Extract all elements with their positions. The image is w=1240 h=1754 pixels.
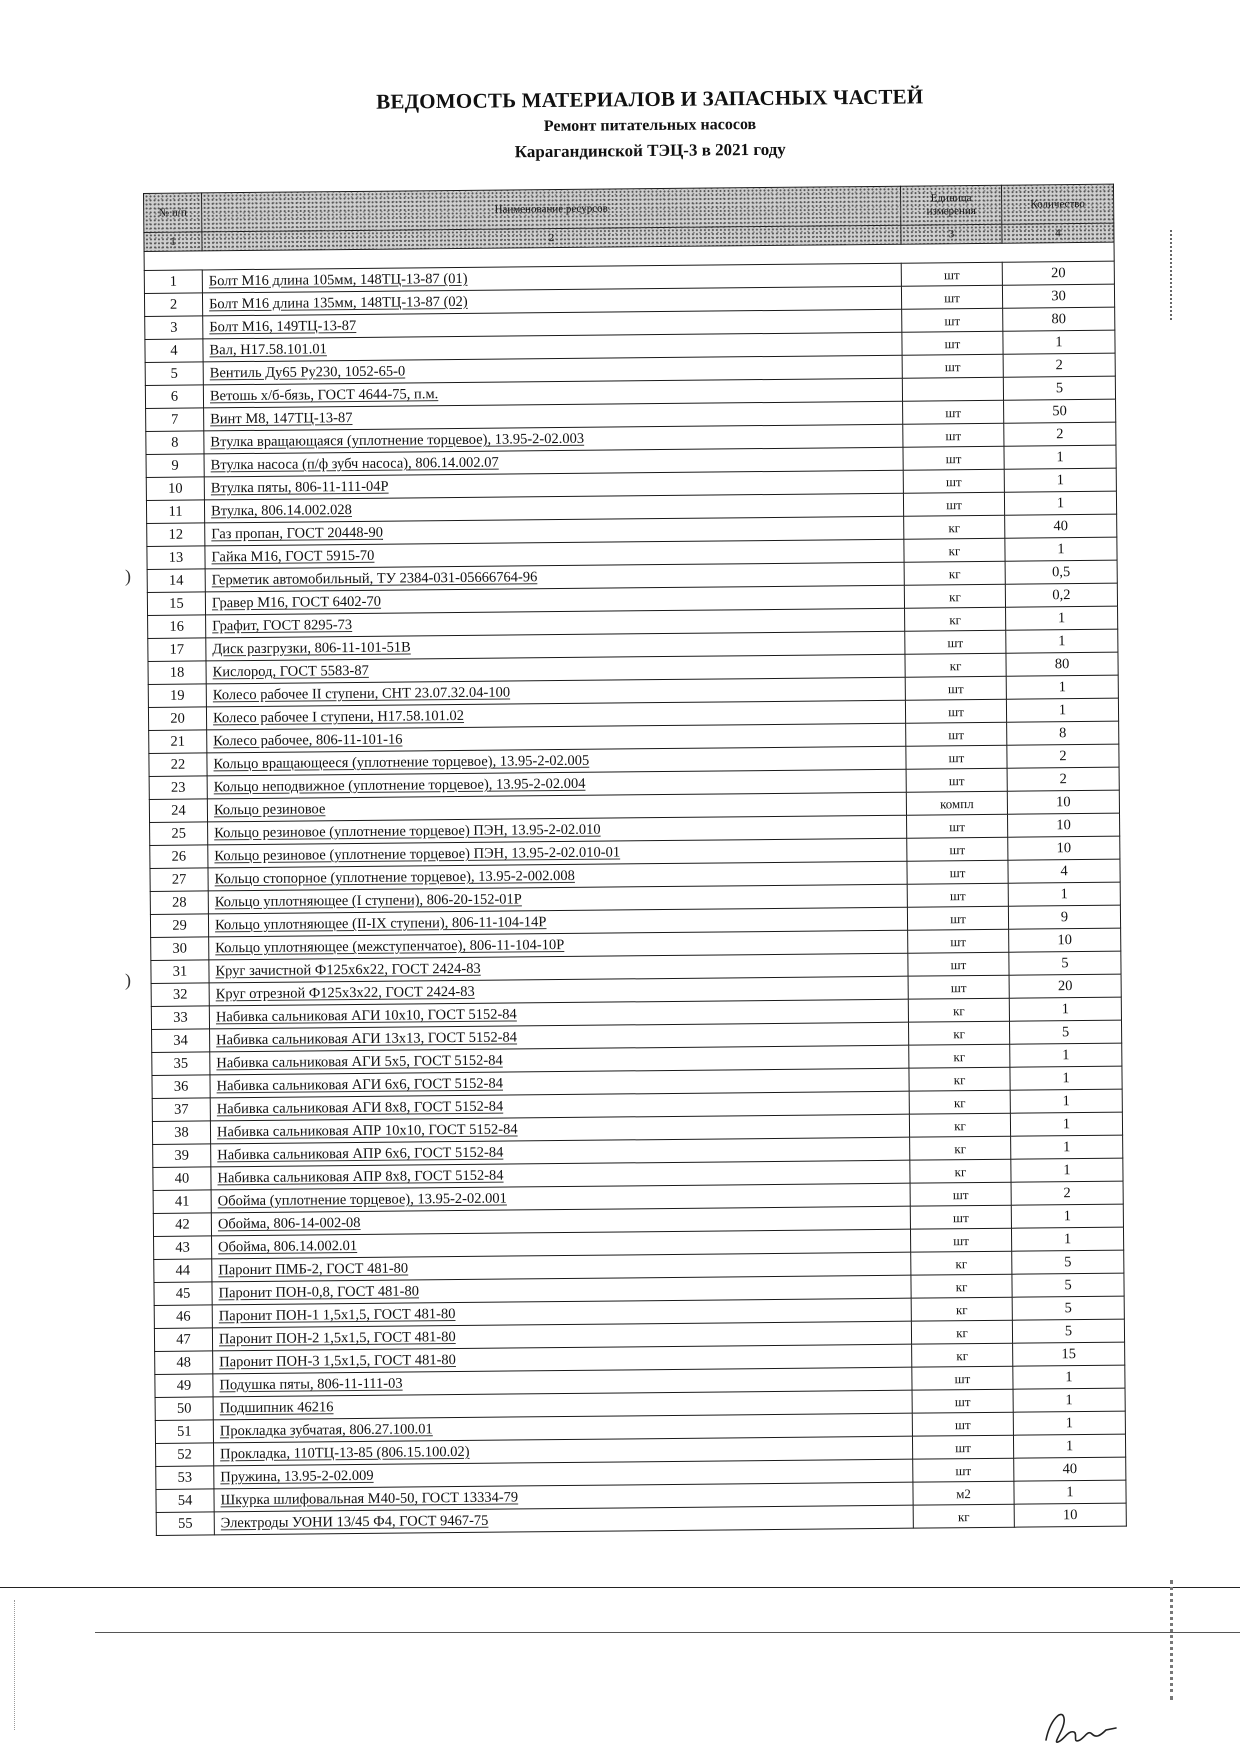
row-number: 54 — [156, 1489, 214, 1513]
row-unit: шт — [907, 837, 1008, 861]
row-number: 44 — [154, 1259, 212, 1283]
table-body — [144, 242, 1126, 1535]
margin-mark: ) — [125, 566, 131, 586]
row-name: Герметик автомобильный, ТУ 2384-031-05666764-96 — [205, 562, 904, 592]
row-quantity: 40 — [1005, 514, 1117, 538]
row-quantity: 9 — [1008, 905, 1120, 929]
row-quantity: 80 — [1003, 307, 1115, 331]
row-unit: шт — [905, 676, 1006, 700]
row-name: Газ пропан, ГОСТ 20448-90 — [205, 516, 904, 546]
row-name: Обойма (уплотнение торцевое), 13.95-2-02.001 — [211, 1183, 910, 1213]
row-number: 2 — [144, 293, 202, 317]
row-unit: шт — [903, 400, 1004, 424]
row-unit: шт — [905, 699, 1006, 723]
row-number: 55 — [156, 1512, 214, 1536]
row-name: Вал, Н17.58.101.01 — [203, 332, 902, 362]
row-number: 18 — [148, 661, 206, 685]
row-number: 23 — [149, 776, 207, 800]
row-number: 31 — [151, 960, 209, 984]
row-name: Вентиль Ду65 Ру230, 1052-65-0 — [203, 355, 902, 385]
row-number: 5 — [145, 362, 203, 386]
document-subtitle: Ремонт питательных насосов — [543, 115, 757, 136]
row-quantity: 10 — [1014, 1503, 1126, 1527]
row-quantity: 1 — [1011, 1204, 1123, 1228]
margin-mark: ) — [125, 970, 131, 990]
row-unit: кг — [909, 1067, 1010, 1091]
row-quantity: 1 — [1008, 882, 1120, 906]
row-name: Кольцо уплотняющее (II-IX ступени), 806-11-104-14Р — [208, 907, 907, 937]
row-unit: шт — [913, 1458, 1014, 1482]
row-number: 42 — [153, 1213, 211, 1237]
row-quantity: 1 — [1009, 997, 1121, 1021]
row-name: Паронит ПМБ-2, ГОСТ 481-80 — [212, 1252, 911, 1282]
row-quantity: 1 — [1010, 1066, 1122, 1090]
row-quantity: 5 — [1009, 1020, 1121, 1044]
row-number: 43 — [154, 1236, 212, 1260]
row-unit: кг — [904, 515, 1005, 539]
row-name: Паронит ПОН-1 1,5х1,5, ГОСТ 481-80 — [212, 1298, 911, 1328]
row-number: 32 — [151, 983, 209, 1007]
row-unit: шт — [902, 331, 1003, 355]
row-name: Гравер М16, ГОСТ 6402-70 — [205, 585, 904, 615]
document-subtitle-2: Карагандинской ТЭЦ-3 в 2021 году — [514, 139, 786, 162]
margin-dots — [14, 1600, 21, 1730]
row-unit: кг — [911, 1251, 1012, 1275]
row-name: Прокладка зубчатая, 806.27.100.01 — [213, 1413, 912, 1443]
row-name: Кольцо резиновое (уплотнение торцевое) ПЭН, 13.95-2-02.010-01 — [208, 838, 907, 868]
row-name: Паронит ПОН-0,8, ГОСТ 481-80 — [212, 1275, 911, 1305]
row-number: 26 — [150, 845, 208, 869]
header-quantity: Количество — [1001, 184, 1113, 224]
row-unit: шт — [908, 929, 1009, 953]
row-name: Паронит ПОН-2 1,5х1,5, ГОСТ 481-80 — [212, 1321, 911, 1351]
row-number: 22 — [149, 753, 207, 777]
row-quantity: 1 — [1004, 445, 1116, 469]
margin-dots — [1170, 230, 1184, 320]
row-quantity: 20 — [1002, 261, 1114, 285]
row-number: 38 — [152, 1121, 210, 1145]
row-name: Кислород, ГОСТ 5583-87 — [206, 654, 905, 684]
row-quantity: 20 — [1009, 974, 1121, 998]
row-unit: шт — [907, 814, 1008, 838]
document-title: ВЕДОМОСТЬ МАТЕРИАЛОВ И ЗАПАСНЫХ ЧАСТЕЙ — [376, 84, 924, 114]
row-name: Обойма, 806.14.002.01 — [212, 1229, 911, 1259]
row-name: Ветошь х/б-бязь, ГОСТ 4644-75, п.м. — [203, 378, 902, 408]
row-number: 30 — [151, 937, 209, 961]
row-quantity: 5 — [1012, 1319, 1124, 1343]
signature-icon — [1040, 1700, 1120, 1750]
row-unit: шт — [912, 1412, 1013, 1436]
row-number: 1 — [144, 270, 202, 294]
row-unit: кг — [909, 1113, 1010, 1137]
row-name: Подшипник 46216 — [213, 1390, 912, 1420]
row-unit: шт — [903, 423, 1004, 447]
column-number-2: 2 — [202, 225, 901, 251]
row-name: Пружина, 13.95-2-02.009 — [214, 1459, 913, 1489]
row-name: Обойма, 806-14-002-08 — [211, 1206, 910, 1236]
row-quantity: 10 — [1008, 813, 1120, 837]
row-number: 6 — [145, 385, 203, 409]
row-quantity: 2 — [1007, 744, 1119, 768]
row-number: 11 — [146, 500, 204, 524]
row-unit: кг — [908, 998, 1009, 1022]
row-number: 53 — [156, 1466, 214, 1490]
row-unit: шт — [903, 492, 1004, 516]
row-number: 39 — [153, 1144, 211, 1168]
row-name: Набивка сальниковая АГИ 10х10, ГОСТ 5152-84 — [209, 999, 908, 1029]
row-name: Болт М16, 149ТЦ-13-87 — [203, 309, 902, 339]
row-name: Втулка, 806.14.002.028 — [204, 493, 903, 523]
row-unit: шт — [910, 1228, 1011, 1252]
row-quantity: 1 — [1003, 330, 1115, 354]
row-number: 24 — [149, 799, 207, 823]
row-quantity: 10 — [1007, 790, 1119, 814]
row-unit: шт — [908, 975, 1009, 999]
row-unit: шт — [912, 1366, 1013, 1390]
row-unit: компл — [906, 791, 1007, 815]
row-quantity: 2 — [1011, 1181, 1123, 1205]
row-number: 27 — [150, 868, 208, 892]
row-quantity: 1 — [1004, 491, 1116, 515]
row-unit: кг — [911, 1320, 1012, 1344]
row-unit: кг — [904, 584, 1005, 608]
row-quantity: 5 — [1012, 1250, 1124, 1274]
row-number: 4 — [145, 339, 203, 363]
row-number: 50 — [155, 1397, 213, 1421]
row-number: 51 — [155, 1420, 213, 1444]
row-name: Набивка сальниковая АГИ 13х13, ГОСТ 5152-84 — [210, 1022, 909, 1052]
row-unit: шт — [912, 1435, 1013, 1459]
row-quantity: 1 — [1004, 468, 1116, 492]
row-name: Кольцо резиновое (уплотнение торцевое) ПЭН, 13.95-2-02.010 — [208, 815, 907, 845]
row-unit: кг — [910, 1159, 1011, 1183]
row-quantity: 5 — [1003, 376, 1115, 400]
row-quantity: 10 — [1009, 928, 1121, 952]
row-number: 17 — [148, 638, 206, 662]
row-name: Набивка сальниковая АПР 10х10, ГОСТ 5152-84 — [210, 1114, 909, 1144]
row-name: Круг отрезной Ф125х3х22, ГОСТ 2424-83 — [209, 976, 908, 1006]
row-unit: кг — [905, 653, 1006, 677]
header-number: № п/п — [144, 193, 202, 233]
row-quantity: 0,2 — [1005, 583, 1117, 607]
margin-dots — [1170, 1580, 1183, 1700]
row-quantity: 1 — [1006, 606, 1118, 630]
row-unit: кг — [908, 1021, 1009, 1045]
row-quantity: 5 — [1012, 1296, 1124, 1320]
row-unit: кг — [911, 1274, 1012, 1298]
row-quantity: 1 — [1005, 537, 1117, 561]
row-quantity: 5 — [1009, 951, 1121, 975]
row-name: Кольцо вращающееся (уплотнение торцевое), 13.95-2-02.005 — [207, 746, 906, 776]
bottom-rule — [0, 1587, 1240, 1588]
row-unit: шт — [910, 1182, 1011, 1206]
row-unit: кг — [909, 1044, 1010, 1068]
row-quantity: 40 — [1014, 1457, 1126, 1481]
row-name: Шкурка шлифовальная М40-50, ГОСТ 13334-79 — [214, 1482, 913, 1512]
row-unit: шт — [907, 860, 1008, 884]
row-number: 19 — [148, 684, 206, 708]
row-name: Электроды УОНИ 13/45 Ф4, ГОСТ 9467-75 — [214, 1505, 913, 1535]
row-name: Гайка М16, ГОСТ 5915-70 — [205, 539, 904, 569]
row-name: Болт М16 длина 105мм, 148ТЦ-13-87 (01) — [202, 263, 901, 293]
row-name: Кольцо резиновое — [207, 792, 906, 822]
title-block — [300, 81, 1001, 168]
row-quantity: 1 — [1010, 1089, 1122, 1113]
row-unit: кг — [911, 1297, 1012, 1321]
row-number: 10 — [146, 477, 204, 501]
row-name: Колесо рабочее I ступени, Н17.58.101.02 — [206, 700, 905, 730]
row-unit: шт — [906, 722, 1007, 746]
row-name: Кольцо уплотняющее (I ступени), 806-20-152-01Р — [208, 884, 907, 914]
row-number: 40 — [153, 1167, 211, 1191]
row-quantity: 1 — [1010, 1043, 1122, 1067]
row-name: Набивка сальниковая АГИ 5х5, ГОСТ 5152-84 — [210, 1045, 909, 1075]
row-unit: кг — [909, 1090, 1010, 1114]
row-quantity: 2 — [1003, 353, 1115, 377]
column-number-3: 3 — [901, 224, 1002, 244]
row-number: 34 — [152, 1029, 210, 1053]
row-unit: шт — [901, 262, 1002, 286]
header-name: Наименование ресурсов — [202, 186, 901, 232]
row-name: Графит, ГОСТ 8295-73 — [206, 608, 905, 638]
row-number: 3 — [145, 316, 203, 340]
row-number: 37 — [152, 1098, 210, 1122]
row-name: Набивка сальниковая АПР 8х8, ГОСТ 5152-84 — [211, 1160, 910, 1190]
row-number: 28 — [150, 891, 208, 915]
row-quantity: 1 — [1011, 1158, 1123, 1182]
row-unit: шт — [907, 906, 1008, 930]
row-number: 21 — [149, 730, 207, 754]
row-name: Винт М8, 147ТЦ-13-87 — [204, 401, 903, 431]
row-quantity: 50 — [1004, 399, 1116, 423]
row-name: Прокладка, 110ТЦ-13-85 (806.15.100.02) — [214, 1436, 913, 1466]
row-unit: шт — [903, 446, 1004, 470]
row-unit: шт — [902, 354, 1003, 378]
materials-table — [143, 184, 1127, 1536]
row-unit: кг — [910, 1136, 1011, 1160]
row-unit: м2 — [913, 1481, 1014, 1505]
row-quantity: 2 — [1007, 767, 1119, 791]
row-quantity: 8 — [1007, 721, 1119, 745]
row-number: 41 — [153, 1190, 211, 1214]
row-quantity: 30 — [1002, 284, 1114, 308]
row-quantity: 1 — [1013, 1411, 1125, 1435]
bottom-rule-secondary — [95, 1632, 1240, 1633]
row-quantity: 1 — [1010, 1112, 1122, 1136]
row-name: Подушка пяты, 806-11-111-03 — [213, 1367, 912, 1397]
row-name: Втулка пяты, 806-11-111-04Р — [204, 470, 903, 500]
row-quantity: 1 — [1014, 1480, 1126, 1504]
row-number: 7 — [146, 408, 204, 432]
row-number: 36 — [152, 1075, 210, 1099]
row-unit: кг — [904, 561, 1005, 585]
row-unit: шт — [908, 952, 1009, 976]
row-number: 48 — [155, 1351, 213, 1375]
row-quantity: 15 — [1013, 1342, 1125, 1366]
row-quantity: 4 — [1008, 859, 1120, 883]
row-number: 14 — [147, 569, 205, 593]
row-unit: шт — [910, 1205, 1011, 1229]
row-quantity: 5 — [1012, 1273, 1124, 1297]
row-number: 8 — [146, 431, 204, 455]
row-unit: кг — [905, 607, 1006, 631]
row-name: Набивка сальниковая АПР 6х6, ГОСТ 5152-84 — [211, 1137, 910, 1167]
row-number: 45 — [154, 1282, 212, 1306]
materials-table-wrapper — [143, 184, 1126, 1536]
row-unit: шт — [903, 469, 1004, 493]
row-number: 15 — [147, 592, 205, 616]
row-name: Колесо рабочее, 806-11-101-16 — [207, 723, 906, 753]
row-number: 35 — [152, 1052, 210, 1076]
column-number-4: 4 — [1002, 223, 1114, 243]
row-unit: шт — [901, 285, 1002, 309]
column-number-1: 1 — [144, 232, 202, 252]
row-name: Круг зачистной Ф125х6х22, ГОСТ 2424-83 — [209, 953, 908, 983]
row-name: Диск разгрузки, 806-11-101-51В — [206, 631, 905, 661]
row-number: 29 — [150, 914, 208, 938]
row-quantity: 1 — [1013, 1365, 1125, 1389]
row-number: 9 — [146, 454, 204, 478]
header-unit: Единица измерения — [900, 185, 1001, 225]
row-number: 20 — [148, 707, 206, 731]
row-number: 33 — [151, 1006, 209, 1030]
row-number: 16 — [148, 615, 206, 639]
row-quantity: 1 — [1006, 698, 1118, 722]
row-quantity: 2 — [1004, 422, 1116, 446]
row-unit: шт — [906, 768, 1007, 792]
row-name: Втулка вращающаяся (уплотнение торцевое), 13.95-2-02.003 — [204, 424, 903, 454]
row-number: 49 — [155, 1374, 213, 1398]
row-name: Кольцо стопорное (уплотнение торцевое), 13.95-2-002.008 — [208, 861, 907, 891]
row-name: Паронит ПОН-3 1,5х1,5, ГОСТ 481-80 — [213, 1344, 912, 1374]
row-quantity: 0,5 — [1005, 560, 1117, 584]
row-unit: кг — [904, 538, 1005, 562]
row-unit: шт — [905, 630, 1006, 654]
row-quantity: 1 — [1011, 1135, 1123, 1159]
row-unit: шт — [912, 1389, 1013, 1413]
row-name: Кольцо уплотняющее (межступенчатое), 806-11-104-10Р — [209, 930, 908, 960]
row-name: Набивка сальниковая АГИ 6х6, ГОСТ 5152-84 — [210, 1068, 909, 1098]
row-unit — [902, 377, 1003, 401]
row-quantity: 1 — [1013, 1388, 1125, 1412]
row-unit: шт — [902, 308, 1003, 332]
row-name: Болт М16 длина 135мм, 148ТЦ-13-87 (02) — [202, 286, 901, 316]
row-number: 25 — [150, 822, 208, 846]
row-unit: шт — [907, 883, 1008, 907]
row-quantity: 1 — [1006, 675, 1118, 699]
row-unit: шт — [906, 745, 1007, 769]
row-name: Набивка сальниковая АГИ 8х8, ГОСТ 5152-84 — [210, 1091, 909, 1121]
row-name: Колесо рабочее II ступени, СНТ 23.07.32.04-100 — [206, 677, 905, 707]
row-quantity: 10 — [1008, 836, 1120, 860]
row-number: 52 — [156, 1443, 214, 1467]
row-unit: кг — [912, 1343, 1013, 1367]
row-unit: кг — [913, 1504, 1014, 1528]
row-number: 46 — [154, 1305, 212, 1329]
row-number: 13 — [147, 546, 205, 570]
row-quantity: 1 — [1011, 1227, 1123, 1251]
row-number: 12 — [147, 523, 205, 547]
row-name: Кольцо неподвижное (уплотнение торцевое), 13.95-2-02.004 — [207, 769, 906, 799]
row-quantity: 1 — [1013, 1434, 1125, 1458]
row-name: Втулка насоса (п/ф зубч насоса), 806.14.002.07 — [204, 447, 903, 477]
row-number: 47 — [154, 1328, 212, 1352]
row-quantity: 80 — [1006, 652, 1118, 676]
row-quantity: 1 — [1006, 629, 1118, 653]
